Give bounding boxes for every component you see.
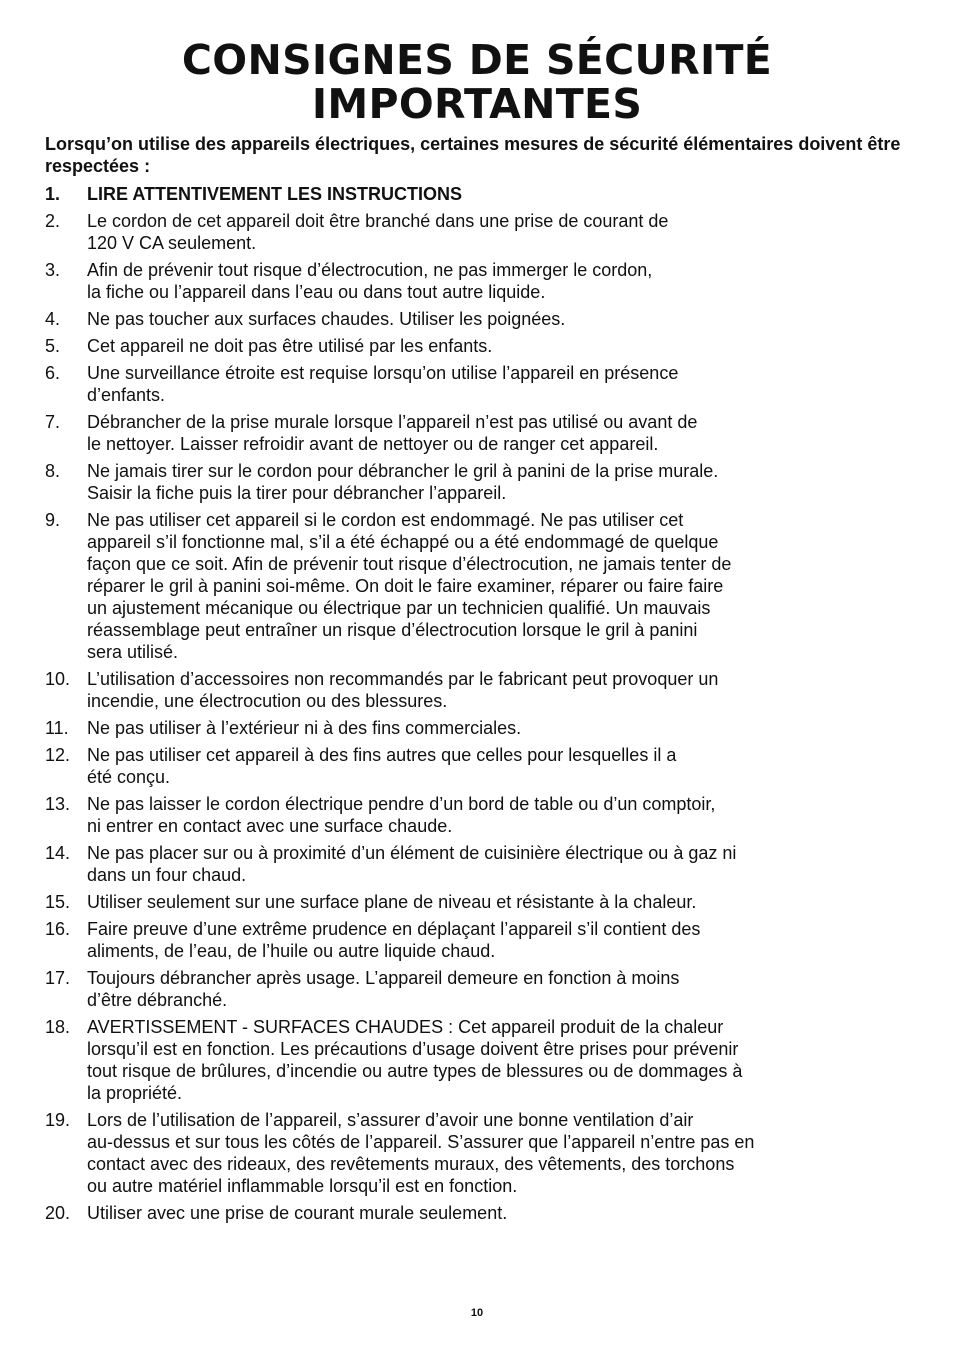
list-item-line: la fiche ou l’appareil dans l’eau ou dans tout autre liquide. xyxy=(87,282,546,302)
list-item-text xyxy=(87,259,925,303)
list-item-line: dans un four chaud. xyxy=(87,865,247,885)
list-item-line: Faire preuve d’une extrême prudence en déplaçant l’appareil s’il contient des xyxy=(87,919,701,939)
list-item-line: Débrancher de la prise murale lorsque l’appareil n’est pas utilisé ou avant de xyxy=(87,412,698,432)
list-item xyxy=(45,183,925,205)
list-item-text xyxy=(87,509,925,663)
list-item-number: 3. xyxy=(45,260,61,280)
list-item xyxy=(45,210,925,254)
list-item-line: Ne pas utiliser cet appareil si le cordon est endommagé. Ne pas utiliser cet xyxy=(87,510,684,530)
list-item-number: 10. xyxy=(45,669,71,689)
safety-instructions-list xyxy=(45,183,925,1229)
list-item xyxy=(45,967,925,1011)
list-item xyxy=(45,509,925,663)
list-item-text xyxy=(87,967,925,1011)
list-item xyxy=(45,744,925,788)
list-item-text xyxy=(87,744,925,788)
list-item xyxy=(45,891,925,913)
list-item-number: 19. xyxy=(45,1110,71,1130)
list-item-number: 13. xyxy=(45,794,71,814)
list-item-number: 15. xyxy=(45,892,71,912)
list-item-number: 14. xyxy=(45,843,71,863)
list-item-line: 120 V CA seulement. xyxy=(87,233,257,253)
list-item-line: appareil s’il fonctionne mal, s’il a été échappé ou a été endommagé de quelque xyxy=(87,532,719,552)
list-item-line: Ne pas toucher aux surfaces chaudes. Utiliser les poignées. xyxy=(87,309,566,329)
list-item-line: LIRE ATTENTIVEMENT LES INSTRUCTIONS xyxy=(87,184,463,204)
list-item-text xyxy=(87,210,925,254)
list-item xyxy=(45,411,925,455)
list-item-number: 8. xyxy=(45,461,61,481)
list-item-text xyxy=(87,1109,925,1197)
list-item xyxy=(45,842,925,886)
list-item-number: 11. xyxy=(45,718,69,738)
list-item-line: incendie, une électrocution ou des blessures. xyxy=(87,691,448,711)
list-item-line: la propriété. xyxy=(87,1083,183,1103)
list-item-number: 4. xyxy=(45,309,61,329)
list-item-number: 1. xyxy=(45,184,61,204)
list-item xyxy=(45,1202,925,1224)
list-item-number: 5. xyxy=(45,336,61,356)
list-item-line: Ne pas utiliser cet appareil à des fins autres que celles pour lesquelles il a xyxy=(87,745,677,765)
list-item-text xyxy=(87,335,925,357)
list-item-line: Toujours débrancher après usage. L’appareil demeure en fonction à moins xyxy=(87,968,680,988)
list-item-line: Saisir la fiche puis la tirer pour débrancher l’appareil. xyxy=(87,483,507,503)
list-item-number: 7. xyxy=(45,412,61,432)
list-item-text xyxy=(87,842,925,886)
list-item-line: contact avec des rideaux, des revêtements muraux, des vêtements, des torchons xyxy=(87,1154,735,1174)
list-item-number: 20. xyxy=(45,1203,71,1223)
list-item-line: Ne jamais tirer sur le cordon pour débrancher le gril à panini de la prise murale. xyxy=(87,461,719,481)
list-item xyxy=(45,1016,925,1104)
list-item-line: été conçu. xyxy=(87,767,171,787)
list-item-line: tout risque de brûlures, d’incendie ou autre types de blessures ou de dommages à xyxy=(87,1061,743,1081)
list-item-text xyxy=(87,668,925,712)
list-item-text xyxy=(87,460,925,504)
list-item xyxy=(45,308,925,330)
list-item-text xyxy=(87,793,925,837)
list-item-line: ou autre matériel inflammable lorsqu’il est en fonction. xyxy=(87,1176,518,1196)
list-item xyxy=(45,1109,925,1197)
list-item-line: Le cordon de cet appareil doit être branché dans une prise de courant de xyxy=(87,211,669,231)
list-item-line: Ne pas utiliser à l’extérieur ni à des fins commerciales. xyxy=(87,718,522,738)
list-item-text xyxy=(87,1016,925,1104)
list-item-line: sera utilisé. xyxy=(87,642,179,662)
list-item xyxy=(45,793,925,837)
list-item-line: Cet appareil ne doit pas être utilisé par les enfants. xyxy=(87,336,493,356)
list-item-text xyxy=(87,891,925,913)
list-item-line: lorsqu’il est en fonction. Les précautions d’usage doivent être prises pour prévenir xyxy=(87,1039,739,1059)
list-item-line: Ne pas placer sur ou à proximité d’un élément de cuisinière électrique ou à gaz ni xyxy=(87,843,737,863)
list-item-line: Utiliser seulement sur une surface plane de niveau et résistante à la chaleur. xyxy=(87,892,697,912)
list-item-line: aliments, de l’eau, de l’huile ou autre liquide chaud. xyxy=(87,941,496,961)
list-item-text xyxy=(87,1202,925,1224)
list-item xyxy=(45,362,925,406)
list-item-number: 17. xyxy=(45,968,71,988)
list-item-line: le nettoyer. Laisser refroidir avant de nettoyer ou de ranger cet appareil. xyxy=(87,434,659,454)
list-item-text xyxy=(87,308,925,330)
list-item-number: 6. xyxy=(45,363,61,383)
list-item-number: 2. xyxy=(45,211,61,231)
page-title-line-1: CONSIGNES DE SÉCURITÉ xyxy=(181,36,773,84)
list-item-line: réparer le gril à panini soi-même. On doit le faire examiner, réparer ou faire faire xyxy=(87,576,724,596)
page-title xyxy=(0,38,954,126)
list-item-number: 9. xyxy=(45,510,61,530)
list-item-line: un ajustement mécanique ou électrique par un technicien qualifié. Un mauvais xyxy=(87,598,711,618)
list-item-line: Une surveillance étroite est requise lorsqu’on utilise l’appareil en présence xyxy=(87,363,679,383)
intro-paragraph: Lorsqu’on utilise des appareils électriques, certaines mesures de sécurité élémentaires doivent être respectées : xyxy=(45,134,901,176)
list-item-line: AVERTISSEMENT - SURFACES CHAUDES : Cet appareil produit de la chaleur xyxy=(87,1017,724,1037)
list-item xyxy=(45,259,925,303)
page-title-line-2: IMPORTANTES xyxy=(311,80,643,128)
list-item-line: façon que ce soit. Afin de prévenir tout risque d’électrocution, ne jamais tenter de xyxy=(87,554,732,574)
list-item-line: Lors de l’utilisation de l’appareil, s’assurer d’avoir une bonne ventilation d’air xyxy=(87,1110,694,1130)
list-item-line: Utiliser avec une prise de courant murale seulement. xyxy=(87,1203,508,1223)
list-item-number: 18. xyxy=(45,1017,71,1037)
list-item-line: d’être débranché. xyxy=(87,990,228,1010)
list-item xyxy=(45,335,925,357)
list-item xyxy=(45,918,925,962)
list-item-line: d’enfants. xyxy=(87,385,166,405)
list-item-text xyxy=(87,411,925,455)
list-item-text xyxy=(87,717,925,739)
list-item-line: L’utilisation d’accessoires non recommandés par le fabricant peut provoquer un xyxy=(87,669,719,689)
list-item-text xyxy=(87,918,925,962)
list-item-line: Afin de prévenir tout risque d’électrocution, ne pas immerger le cordon, xyxy=(87,260,653,280)
list-item-text xyxy=(87,183,925,205)
list-item-line: réassemblage peut entraîner un risque d’électrocution lorsque le gril à panini xyxy=(87,620,698,640)
list-item-line: au-dessus et sur tous les côtés de l’appareil. S’assurer que l’appareil n’entre pas en xyxy=(87,1132,755,1152)
list-item-line: ni entrer en contact avec une surface chaude. xyxy=(87,816,453,836)
list-item xyxy=(45,460,925,504)
list-item xyxy=(45,717,925,739)
page-number: 10 xyxy=(470,1307,484,1319)
list-item-number: 16. xyxy=(45,919,71,939)
list-item-text xyxy=(87,362,925,406)
list-item xyxy=(45,668,925,712)
list-item-line: Ne pas laisser le cordon électrique pendre d’un bord de table ou d’un comptoir, xyxy=(87,794,716,814)
list-item-number: 12. xyxy=(45,745,71,765)
